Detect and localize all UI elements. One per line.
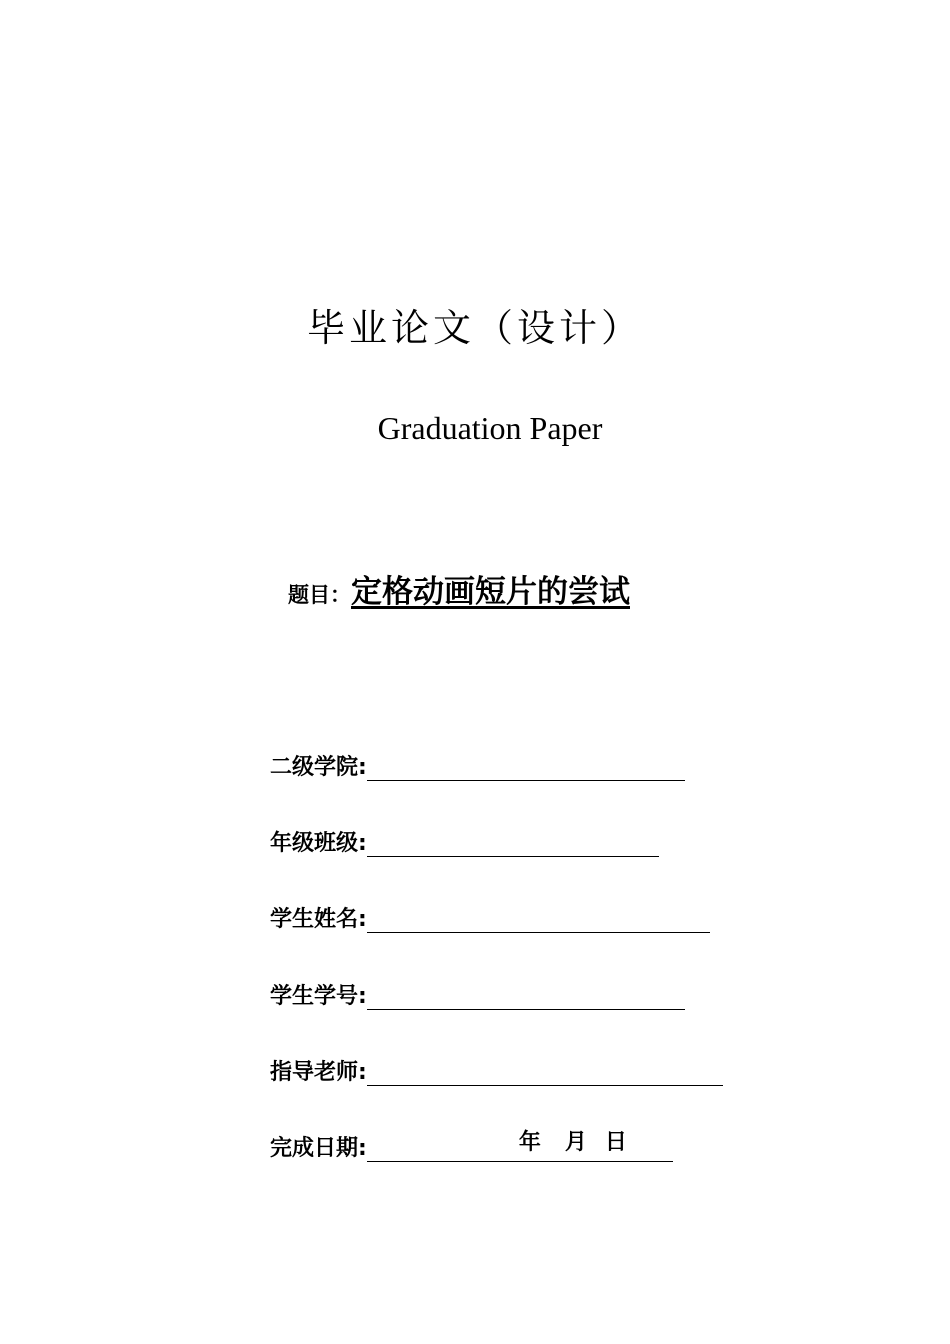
- student-id-field: [270, 979, 685, 1015]
- advisor-field: [270, 1055, 723, 1091]
- cover-title-english: Graduation Paper: [377, 410, 603, 446]
- completion-date-field: [270, 1131, 673, 1167]
- date-blank-line-lead: [367, 1131, 519, 1162]
- grade-class-blank-line: [367, 826, 659, 857]
- date-month-label: 月: [564, 1130, 587, 1155]
- advisor-label: 指导老师:: [270, 1060, 367, 1085]
- topic-row: [288, 568, 630, 621]
- topic-label: 题目：: [288, 583, 351, 607]
- grade-class-field: [270, 826, 659, 862]
- date-day-label: 日: [604, 1130, 627, 1155]
- date-year-label: 年: [518, 1130, 541, 1155]
- student-name-blank-line: [367, 902, 710, 933]
- student-name-label: 学生姓名:: [270, 907, 367, 932]
- advisor-blank-line: [367, 1055, 723, 1086]
- college-blank-line: [367, 750, 685, 781]
- completion-date-label: 完成日期:: [270, 1136, 367, 1161]
- date-blank-line-tail: [519, 1131, 673, 1162]
- student-id-blank-line: [367, 979, 685, 1010]
- grade-class-label: 年级班级:: [270, 831, 367, 856]
- college-label: 二级学院:: [270, 755, 367, 780]
- topic-value: 定格动画短片的尝试: [351, 574, 630, 610]
- student-name-field: [270, 902, 710, 938]
- cover-title-chinese: 毕业论文（设计）: [306, 306, 643, 350]
- student-id-label: 学生学号:: [270, 984, 367, 1009]
- college-field: [270, 750, 685, 786]
